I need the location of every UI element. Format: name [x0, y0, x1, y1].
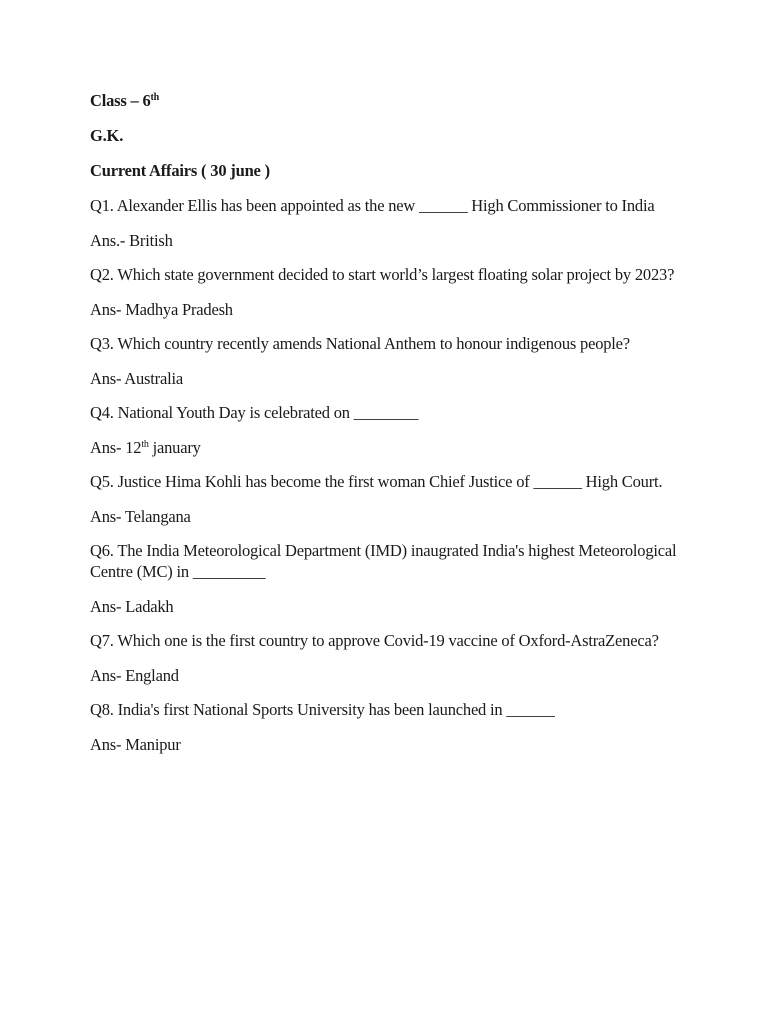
answer-2: Ans- Madhya Pradesh: [90, 300, 233, 319]
question-7: Q7. Which one is the first country to approve Covid-19 vaccine of Oxford-AstraZeneca?: [90, 631, 659, 650]
answer-4-prefix: Ans- 12: [90, 438, 142, 457]
answer-5: Ans- Telangana: [90, 507, 191, 526]
question-8: Q8. India's first National Sports University has been launched in ______: [90, 700, 555, 719]
question-2: Q2. Which state government decided to start world’s largest floating solar project by 2023?: [90, 265, 675, 284]
question-5: Q5. Justice Hima Kohli has become the first woman Chief Justice of ______ High Court.: [90, 472, 663, 491]
answer-7: Ans- England: [90, 666, 179, 685]
topic-heading: Current Affairs ( 30 june ): [90, 161, 270, 180]
class-heading: [90, 90, 690, 111]
question-1: Q1. Alexander Ellis has been appointed as the new ______ High Commissioner to India: [90, 196, 655, 215]
subject-heading: G.K.: [90, 126, 124, 145]
class-label: Class – 6: [90, 91, 151, 110]
document-content: [90, 90, 690, 768]
answer-8: Ans- Manipur: [90, 735, 181, 754]
answer-4-suffix: january: [148, 438, 201, 457]
question-6: Q6. The India Meteorological Department (IMD) inaugrated India's highest Meteorological Centre (MC) in _________: [90, 541, 677, 581]
answer-6: Ans- Ladakh: [90, 597, 174, 616]
answer-3: Ans- Australia: [90, 369, 183, 388]
answer-4: [90, 437, 690, 458]
answer-4-superscript: th: [141, 439, 149, 450]
class-superscript: th: [150, 92, 160, 103]
question-3: Q3. Which country recently amends National Anthem to honour indigenous people?: [90, 334, 630, 353]
question-4: Q4. National Youth Day is celebrated on ________: [90, 403, 419, 422]
answer-1: Ans.- British: [90, 231, 173, 250]
